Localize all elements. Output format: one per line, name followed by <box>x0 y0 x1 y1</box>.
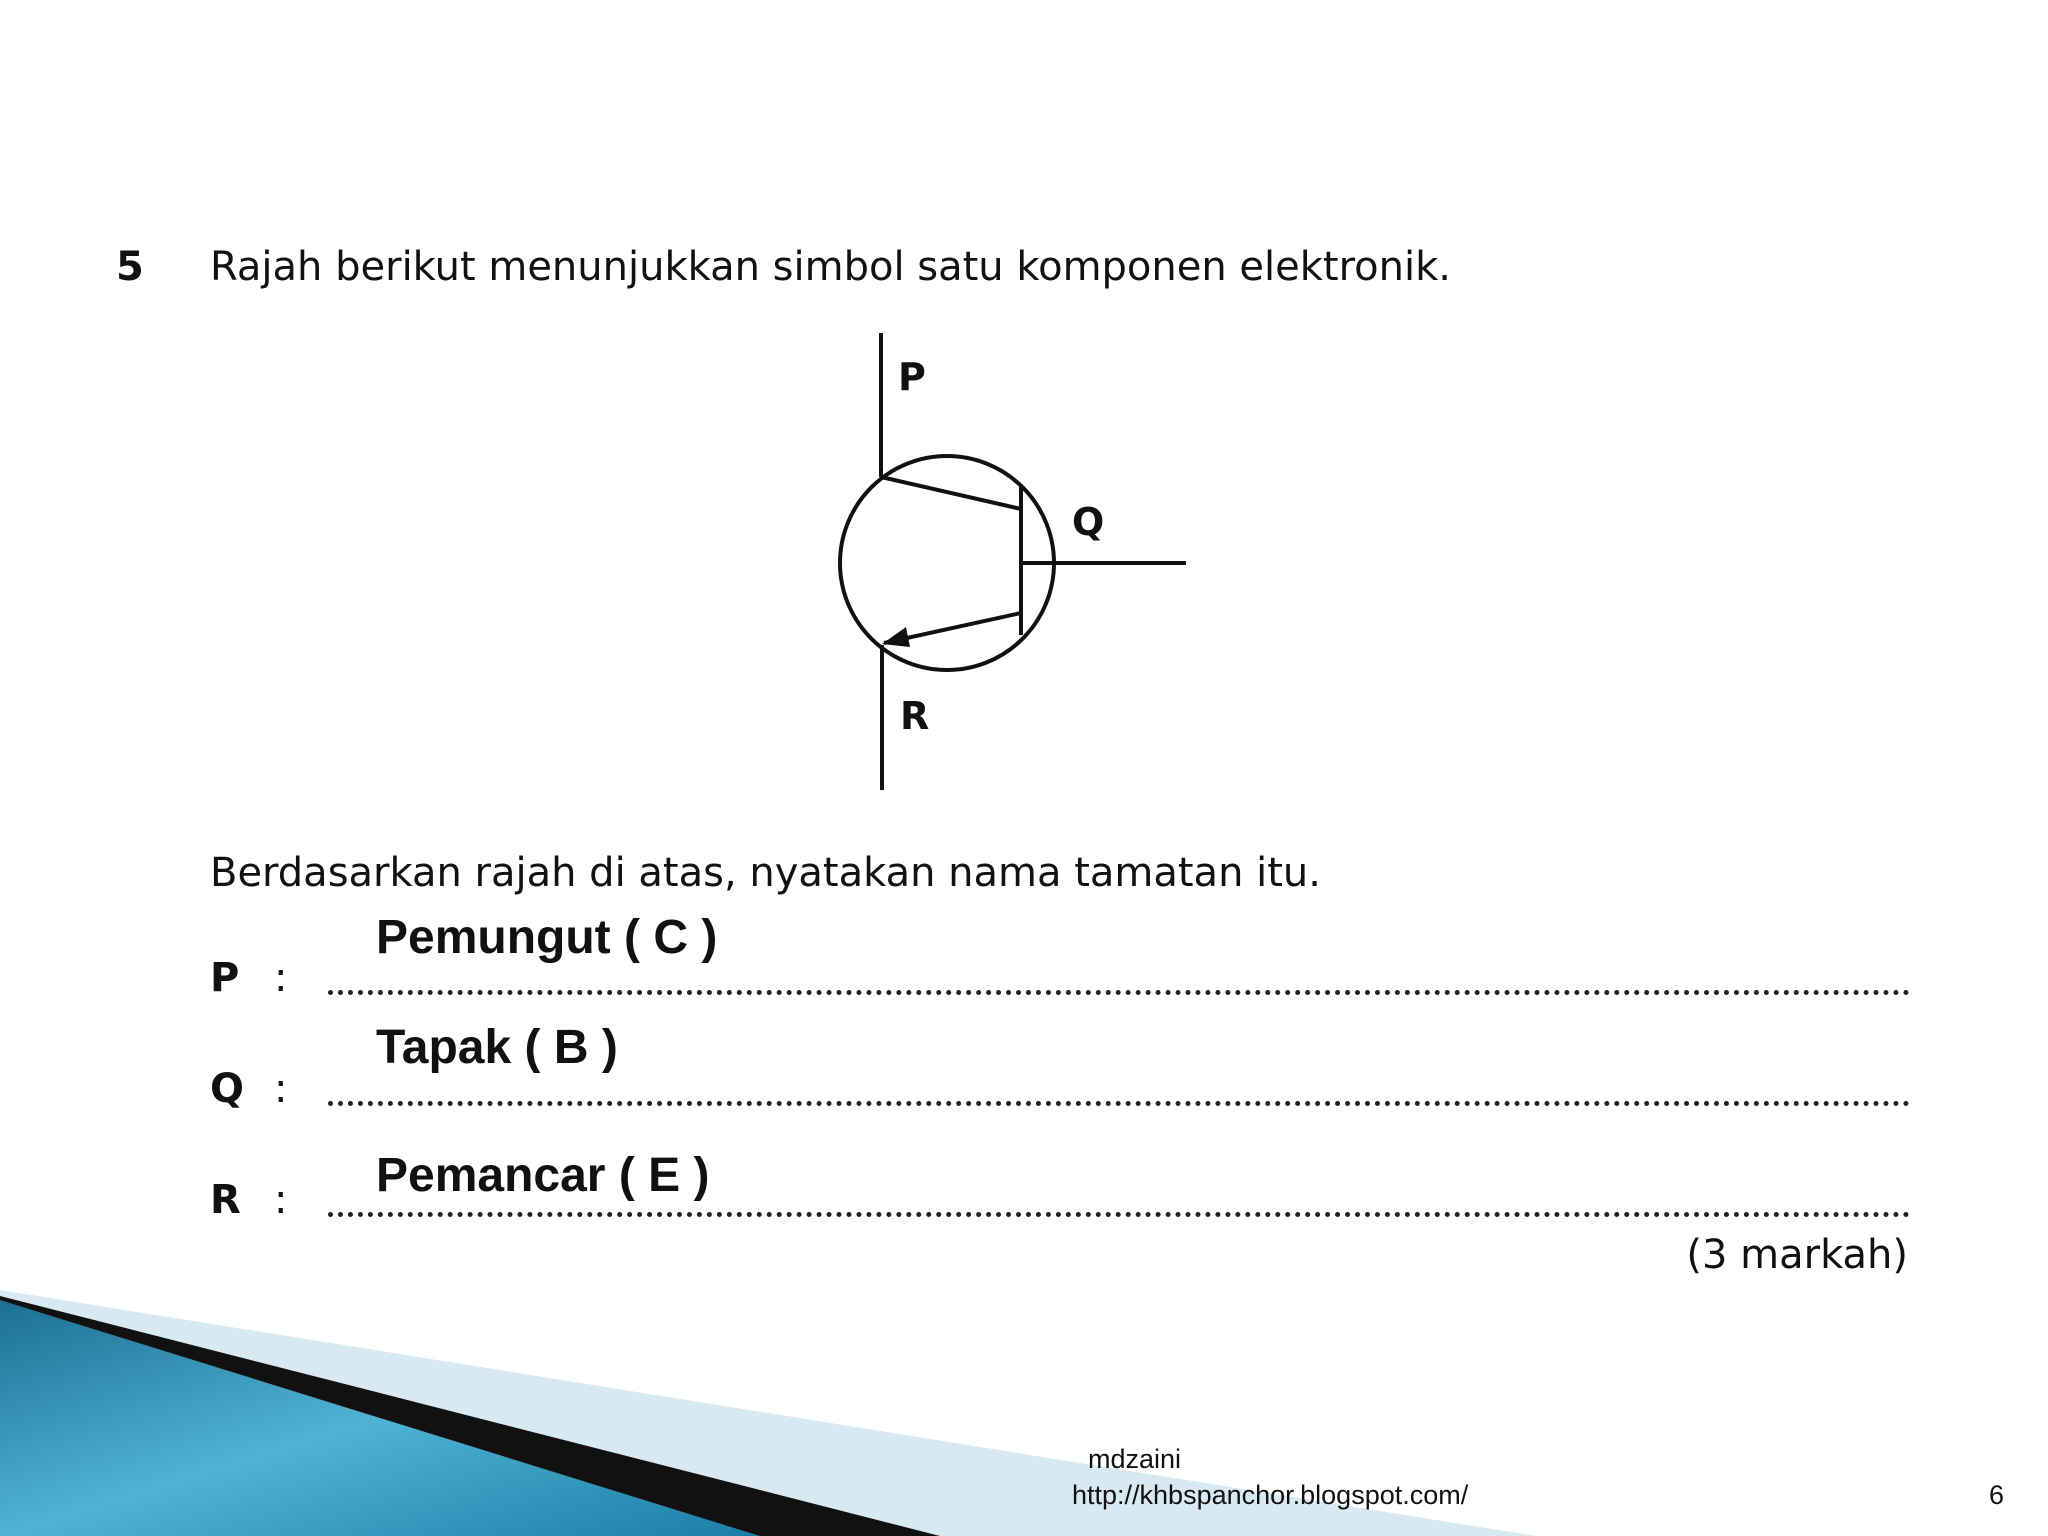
transistor-symbol <box>820 325 1220 800</box>
instruction-text: Berdasarkan rajah di atas, nyatakan nama tamatan itu. <box>210 850 1321 896</box>
symbol-label-p: P <box>898 355 926 399</box>
answer-p-colon: : <box>274 955 288 1001</box>
symbol-label-r: R <box>900 694 930 738</box>
answer-q-text: Tapak ( B ) <box>376 1021 618 1074</box>
footer-author: mdzaini <box>1088 1444 1182 1474</box>
page-number: 6 <box>1988 1480 2004 1510</box>
answer-r-colon: : <box>274 1177 288 1223</box>
question-number: 5 <box>116 244 144 290</box>
answer-p-label: P <box>210 955 240 1001</box>
answer-q-label: Q <box>210 1066 245 1112</box>
answer-p-line <box>328 990 1910 995</box>
answer-q-colon: : <box>274 1066 288 1112</box>
answer-r-label: R <box>210 1177 241 1223</box>
emitter-arrow <box>882 627 910 647</box>
answer-q-line <box>328 1101 1910 1106</box>
symbol-label-q: Q <box>1072 500 1105 544</box>
marks-label: (3 markah) <box>1686 1232 1908 1278</box>
footer-url[interactable]: http://khbspanchor.blogspot.com/ <box>1072 1480 1469 1510</box>
question-text: Rajah berikut menunjukkan simbol satu komponen elektronik. <box>210 244 1451 290</box>
answer-r-text: Pemancar ( E ) <box>376 1149 710 1202</box>
answer-p-text: Pemungut ( C ) <box>376 911 718 964</box>
collector-line <box>881 477 1021 509</box>
answer-r-line <box>328 1212 1910 1217</box>
